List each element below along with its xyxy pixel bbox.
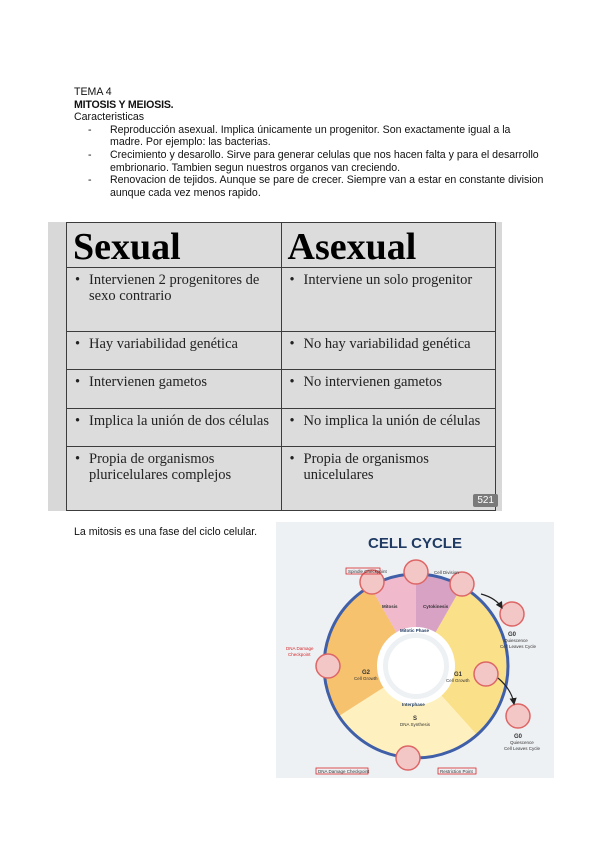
table-cell [281, 268, 496, 332]
label-dna-damage-checkpoint: DNA Damage Checkpoint [318, 769, 370, 774]
label-interphase: Interphase [402, 702, 425, 707]
cell-text: • No intervienen gametos [288, 374, 490, 390]
cell-text: • Intervienen 2 progenitores de sexo contrario [73, 272, 275, 304]
label-g0-bottom-symbol: G0 [514, 734, 523, 740]
cell-text: • Propia de organismos pluricelulares complejos [73, 451, 275, 483]
label-restriction-point: Restriction Point [440, 769, 473, 774]
label-mitotic-phase: Mitotic Phase [400, 628, 430, 633]
table-cell [281, 446, 496, 510]
mitosis-caption: La mitosis es una fase del ciclo celular. [74, 526, 258, 538]
label-cell-division: Cell Division [434, 570, 459, 575]
label-g0-bottom-desc: Cell Leaves Cycle [504, 746, 541, 751]
cell-icon [396, 746, 420, 770]
label-g0-top-symbol: G0 [508, 632, 517, 638]
table-cell [67, 370, 282, 408]
table-row [67, 370, 496, 408]
cell-text: • Implica la unión de dos células [73, 413, 275, 429]
cell-icon [316, 654, 340, 678]
comparison-table [66, 222, 496, 511]
label-g1: G1 [454, 672, 463, 678]
table-cell [67, 408, 282, 446]
table-cell [281, 370, 496, 408]
cell-cycle-title: CELL CYCLE [368, 535, 462, 552]
cell-icon [404, 560, 428, 584]
cell-text: • Propia de organismos unicelulares [288, 451, 490, 483]
header-asexual: Asexual [281, 223, 496, 268]
label-dna-damage: DNA Damage [286, 646, 314, 651]
table-cell [67, 446, 282, 510]
label-g0-bottom: Quiescence [510, 740, 534, 745]
cell-text: • No implica la unión de células [288, 413, 490, 429]
characteristics-list [74, 124, 544, 200]
topic-heading: TEMA 4 [74, 86, 112, 98]
cell-cycle-diagram [276, 522, 554, 778]
table-cell [67, 332, 282, 370]
document-text [74, 86, 544, 199]
table-row [67, 268, 496, 332]
table-row [67, 408, 496, 446]
page-badge: 521 [473, 494, 498, 507]
cell-icon [500, 602, 524, 626]
label-g2: G2 [362, 670, 371, 676]
cell-text: • Intervienen gametos [73, 374, 275, 390]
cell-icon [474, 662, 498, 686]
cell-text: • Interviene un solo progenitor [288, 272, 490, 288]
section-subtitle: Caracteristicas [74, 111, 145, 124]
list-item: - Renovacion de tejidos. Aunque se pare de crecer. Siempre van a estar en constante division aunque cada vez menos rapido. [88, 174, 544, 199]
list-item: - Crecimiento y desarollo. Sirve para generar celulas que nos hacen falta y para el desarrollo embrionario. Tambien segun nuestros organos van creciendo. [88, 149, 544, 174]
table-header-row [67, 223, 496, 268]
table-row [67, 332, 496, 370]
table-row [67, 446, 496, 510]
label-mitosis: Mitosis [382, 604, 398, 609]
label-g1-desc: Cell Growth [446, 678, 470, 683]
header-sexual: Sexual [67, 223, 282, 268]
document-title: MITOSIS Y MEIOSIS. [74, 98, 174, 111]
cell-icon [506, 704, 530, 728]
cell-text: • No hay variabilidad genética [288, 336, 490, 352]
sexual-asexual-table-image [48, 222, 502, 511]
table-cell [281, 332, 496, 370]
table-cell [281, 408, 496, 446]
label-g0-top: Quiescence [504, 638, 528, 643]
label-spindle-checkpoint: Spindle Checkpoint [348, 569, 387, 574]
label-s-desc: DNA Synthesis [400, 722, 431, 727]
list-item: - Reproducción asexual. Implica únicamente un progenitor. Son exactamente igual a la madre. Por ejemplo: las bacterias. [88, 124, 544, 149]
label-checkpoint: Checkpoint [288, 652, 311, 657]
table-cell [67, 268, 282, 332]
cell-icon [450, 572, 474, 596]
label-s: S [413, 716, 418, 722]
label-cytokinesis: Cytokinesis [423, 604, 449, 609]
cell-text: • Hay variabilidad genética [73, 336, 275, 352]
label-g2-desc: Cell Growth [354, 676, 378, 681]
label-g0-top-desc: Cell Leaves Cycle [500, 644, 537, 649]
